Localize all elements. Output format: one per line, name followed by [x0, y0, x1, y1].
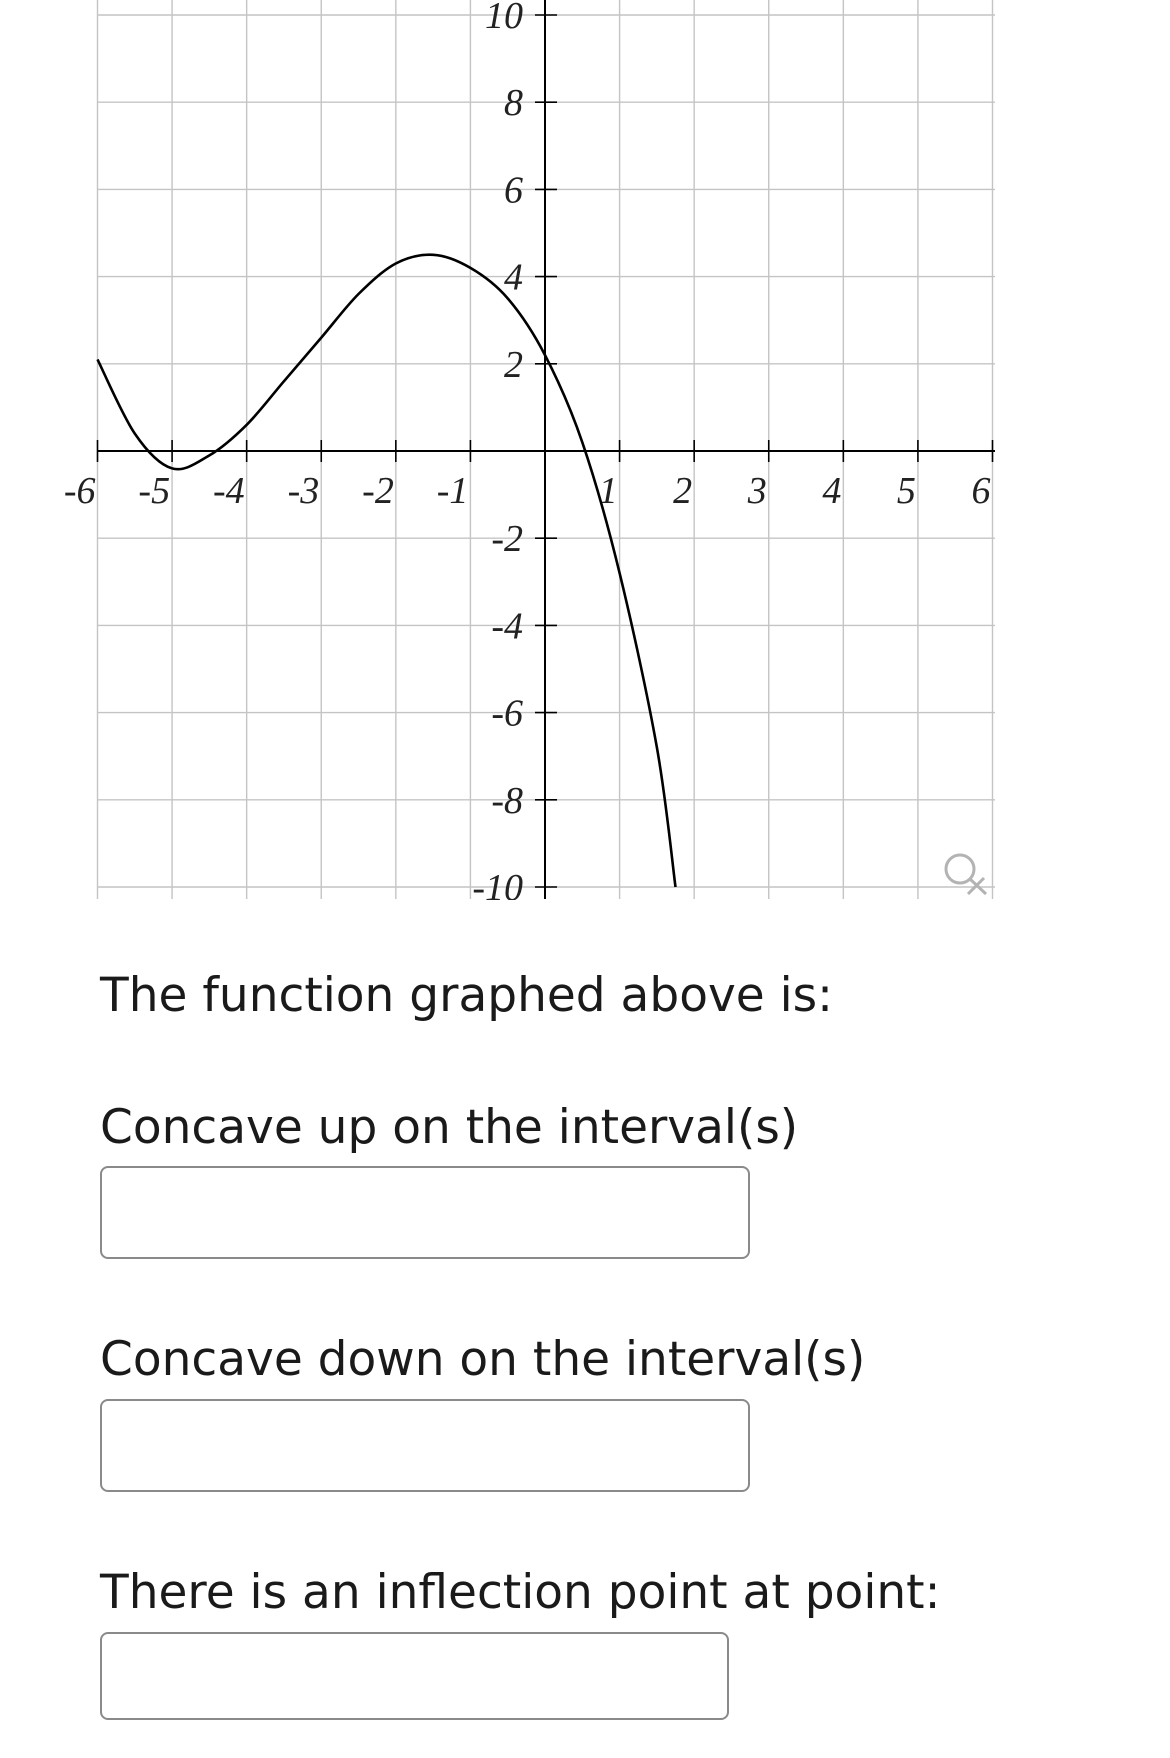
concave-up-label: Concave up on the interval(s) — [100, 1100, 799, 1155]
x-tick-label: 3 — [747, 470, 767, 512]
x-tick-label: 6 — [971, 470, 991, 512]
x-tick-label: 4 — [822, 470, 842, 512]
y-tick-label: -6 — [491, 692, 523, 735]
concave-down-input[interactable] — [100, 1399, 750, 1492]
concave-up-input[interactable] — [100, 1166, 750, 1259]
x-tick-label: 1 — [598, 470, 618, 512]
y-tick-label: -10 — [472, 867, 523, 900]
x-tick-label: 2 — [673, 470, 693, 512]
x-tick-label: -6 — [63, 470, 96, 512]
inflection-label: There is an inflection point at point: — [100, 1565, 941, 1620]
axes — [98, 0, 995, 899]
x-tick-label: -3 — [287, 470, 320, 512]
x-tick-label: 5 — [896, 470, 916, 512]
x-tick-label: -2 — [362, 470, 394, 512]
function-curve — [98, 255, 676, 887]
concave-down-label: Concave down on the interval(s) — [100, 1332, 866, 1387]
x-tick-label: -4 — [213, 470, 245, 512]
y-tick-label: 4 — [504, 256, 523, 299]
y-tick-label: 8 — [504, 82, 523, 125]
y-tick-label: 6 — [504, 169, 523, 212]
grid-lines — [98, 0, 996, 899]
y-tick-label: 10 — [485, 0, 523, 37]
x-tick-label: -1 — [436, 470, 469, 512]
y-tick-label: -8 — [491, 779, 523, 822]
inflection-input[interactable] — [100, 1632, 729, 1720]
y-tick-label: -4 — [491, 605, 523, 648]
y-tick-label: 2 — [504, 343, 523, 386]
question-intro: The function graphed above is: — [100, 968, 833, 1023]
magnifier-icon[interactable] — [946, 855, 986, 894]
x-tick-label: -5 — [138, 470, 171, 512]
y-tick-label: -2 — [491, 518, 523, 561]
